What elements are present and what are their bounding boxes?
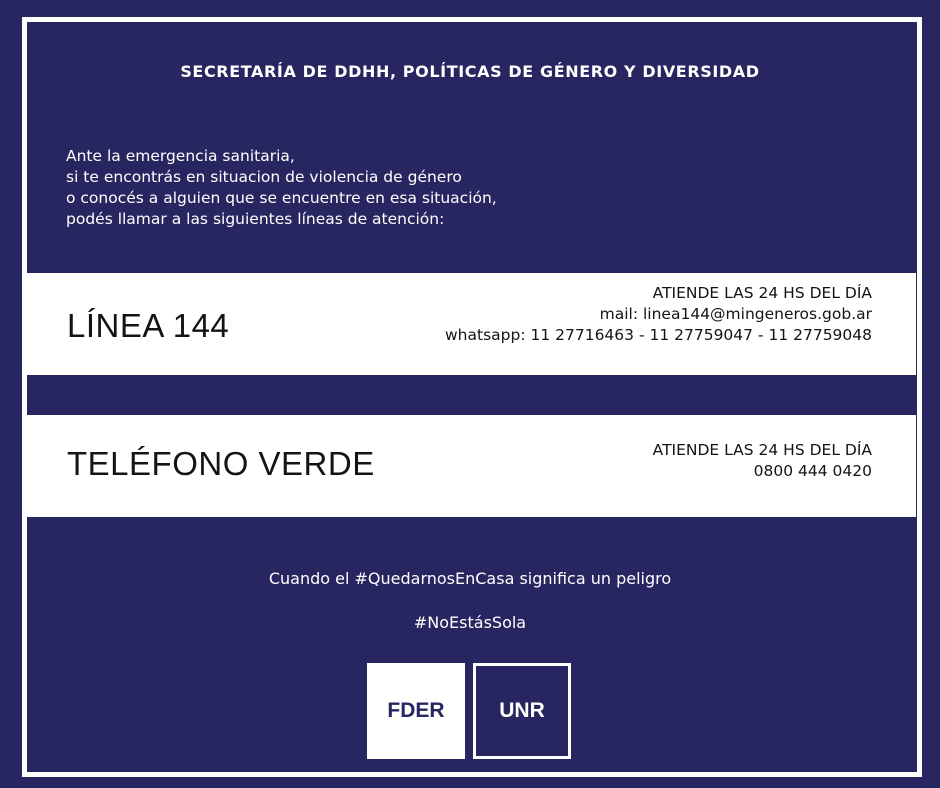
telefono-verde-band: [27, 415, 916, 517]
white-border-frame: [22, 17, 922, 777]
intro-line: o conocés a alguien que se encuentre en esa situación,: [66, 189, 497, 207]
unr-logo: UNR: [473, 663, 571, 759]
telefono-verde-name: TELÉFONO VERDE: [67, 445, 375, 482]
intro-line: si te encontrás en situacion de violencia de género: [66, 168, 462, 186]
linea-144-hours: ATIENDE LAS 24 HS DEL DÍA: [652, 284, 872, 302]
intro-line: podés llamar a las siguientes líneas de atención:: [66, 210, 445, 228]
fder-logo: FDER: [367, 663, 465, 759]
page-title: SECRETARÍA DE DDHH, POLÍTICAS DE GÉNERO Y DIVERSIDAD: [180, 62, 760, 81]
intro-line: Ante la emergencia sanitaria,: [66, 147, 295, 165]
linea-144-whatsapp: whatsapp: 11 27716463 - 11 27759047 - 11 27759048: [445, 326, 872, 344]
footer-slogan: Cuando el #QuedarnosEnCasa significa un peligro: [268, 569, 672, 588]
linea-144-mail: mail: linea144@mingeneros.gob.ar: [599, 305, 872, 323]
footer-hashtag: #NoEstásSola: [413, 613, 527, 632]
intro-text: [66, 146, 497, 230]
linea-144-info: [445, 283, 872, 346]
telefono-verde-phone: 0800 444 0420: [753, 462, 872, 480]
telefono-verde-info: [653, 440, 872, 482]
telefono-verde-hours: ATIENDE LAS 24 HS DEL DÍA: [652, 441, 872, 459]
linea-144-band: [27, 273, 916, 375]
linea-144-name: LÍNEA 144: [67, 307, 230, 344]
